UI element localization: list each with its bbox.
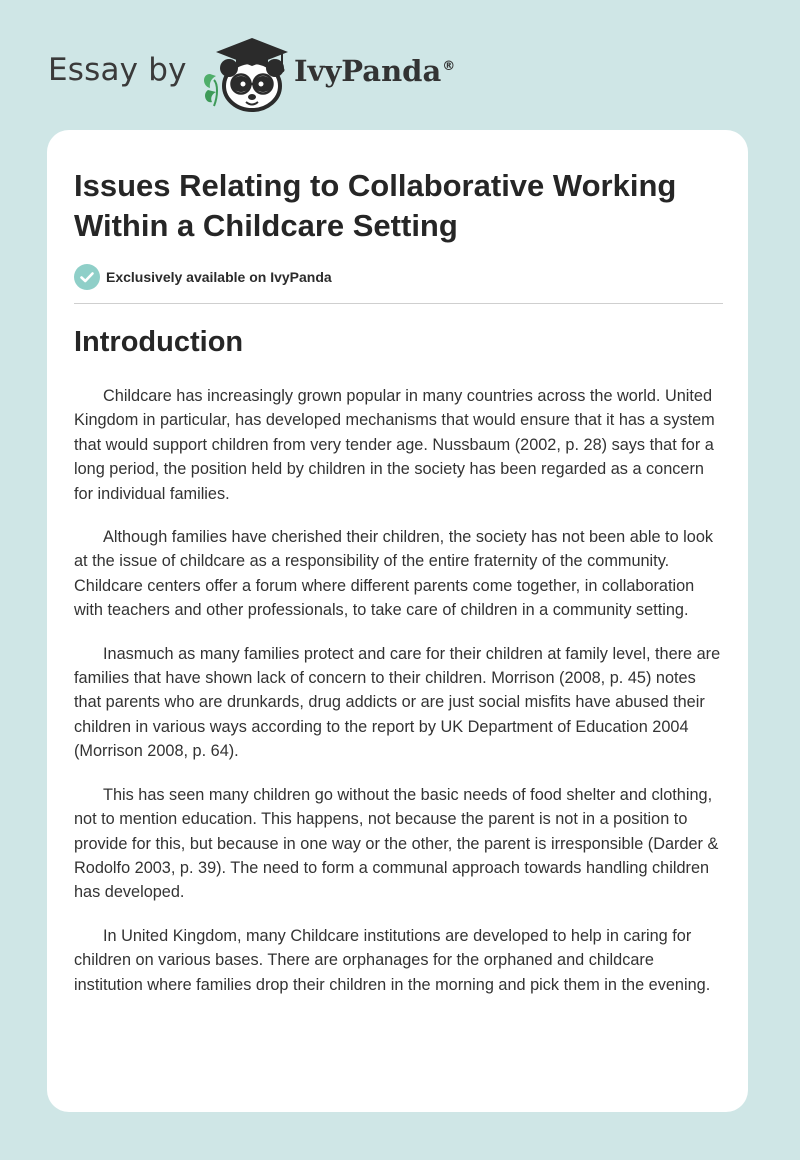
registered-mark: ® — [442, 59, 456, 75]
essay-by-label: Essay by — [48, 52, 187, 88]
check-circle-icon — [74, 264, 100, 290]
ivypanda-logo-icon[interactable] — [200, 34, 292, 112]
exclusive-badge-label: Exclusively available on IvyPanda — [106, 269, 332, 285]
paragraph: Although families have cherished their children, the society has not been able to look at the issue of childcare as a responsibility of the entire fraternity of the community. Childcare centers offer a forum where different parents come together, in collaboration with teachers and other professionals, to take care of children in a community setting. — [74, 528, 714, 620]
site-header — [48, 30, 752, 110]
paragraph: In United Kingdom, many Childcare institutions are developed to help in caring for children on various bases. There are orphanages for the orphaned and childcare institution where families drop their children in the morning and pick them in the evening. — [74, 926, 711, 994]
section-heading-introduction: Introduction — [74, 326, 244, 358]
essay-card — [47, 130, 748, 1112]
ivypanda-brand-name[interactable] — [294, 54, 455, 88]
essay-title: Issues Relating to Collaborative Working Within a Childcare Setting — [74, 168, 677, 243]
paragraph: Childcare has increasingly grown popular in many countries across the world. United Kingdom in particular, has developed mechanisms that would ensure that it has a system that would support children from very tender age. Nussbaum (2002, p. 28) says that for a long period, the position held by children in the society has been regarded as a concern for individual families. — [74, 387, 715, 503]
title-divider — [74, 303, 723, 304]
essay-body — [74, 384, 724, 1016]
paragraph: This has seen many children go without the basic needs of food shelter and clothing, not to mention education. This happens, not because the parent is not in a position to provide for this, but because in one way or the other, the parent is irresponsible (Darder & Rodolfo 2003, p. 39). The need to form a communal approach towards handling children has developed. — [74, 785, 719, 902]
brand-text: IvyPanda — [294, 54, 442, 88]
paragraph: Inasmuch as many families protect and care for their children at family level, there are families that have shown lack of concern to their children. Morrison (2008, p. 45) notes that parents who are drunkards, drug addicts or are just social misfits have abused their children in various ways according to the report by UK Department of Education 2004 (Morrison 2008, p. 64). — [74, 644, 721, 761]
exclusive-badge — [74, 263, 332, 291]
